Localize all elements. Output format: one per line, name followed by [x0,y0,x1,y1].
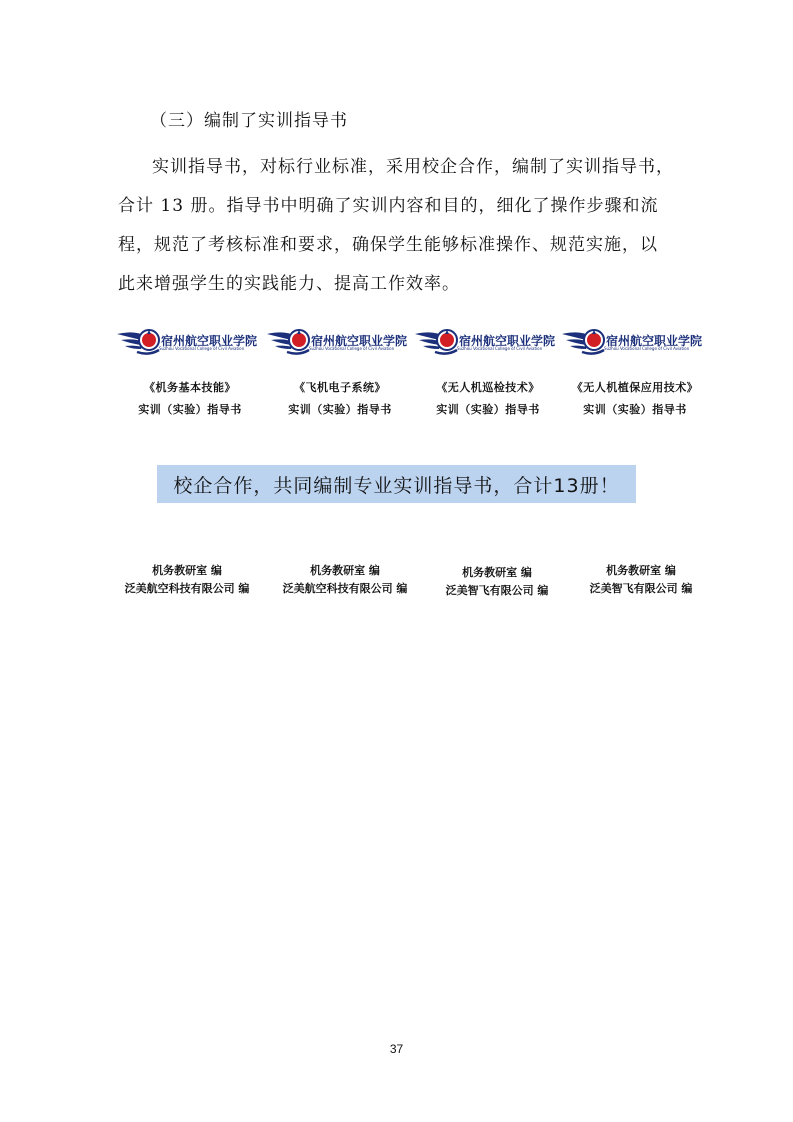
book-subtitle: 实训（实验）指导书 [583,403,687,416]
section-heading: （三）编制了实训指导书 [150,111,348,131]
editor-credit-1 [107,562,267,598]
college-subtitle: Suzhou Vocational College of Civil Aviation [159,346,245,351]
college-name: 宿州航空职业学院 [605,333,702,348]
editor-line: 泛美智飞有限公司 编 [445,584,549,597]
college-subtitle: Suzhou Vocational College of Civil Aviation [309,346,395,351]
book-subtitle: 实训（实验）指导书 [436,403,540,416]
editor-line: 机务教研室 编 [310,564,380,577]
book-subtitle: 实训（实验）指导书 [138,403,242,416]
book-cover-3 [413,322,563,417]
college-name: 宿州航空职业学院 [160,333,257,348]
paragraph-line: 程，规范了考核标准和要求，确保学生能够标准操作、规范实施，以 [118,235,658,255]
book-title: 《无人机巡检技术》 [436,381,540,394]
paragraph-line: 实训指导书，对标行业标准，采用校企合作，编制了实训指导书， [152,157,674,177]
paragraph-line: 此来增强学生的实践能力、提高工作效率。 [118,274,460,294]
editor-line: 机务教研室 编 [152,564,222,577]
book-cover-2 [265,322,415,417]
college-logo [413,322,563,358]
college-subtitle: Suzhou Vocational College of Civil Aviation [457,346,543,351]
highlight-banner: 校企合作，共同编制专业实训指导书，合计13册！ [157,465,636,503]
page-number: 37 [389,1042,404,1056]
editor-line: 机务教研室 编 [462,566,532,579]
editor-credit-3 [417,564,577,600]
college-name: 宿州航空职业学院 [458,333,555,348]
book-cover-1 [115,322,265,417]
editor-line: 泛美智飞有限公司 编 [589,582,693,595]
college-subtitle: Suzhou Vocational College of Civil Aviation [604,346,690,351]
college-logo [265,322,415,358]
book-subtitle: 实训（实验）指导书 [288,403,392,416]
book-title: 《机务基本技能》 [144,381,236,394]
book-cover-4 [560,322,710,417]
college-logo [560,322,710,358]
college-name: 宿州航空职业学院 [310,333,407,348]
book-title: 《无人机植保应用技术》 [571,381,699,394]
body-paragraph [118,148,678,304]
editor-line: 泛美航空科技有限公司 编 [282,582,408,595]
editor-credit-2 [265,562,425,598]
book-title: 《飞机电子系统》 [294,381,386,394]
college-logo [115,322,265,358]
editor-credit-4 [561,562,721,598]
editor-line: 机务教研室 编 [606,564,676,577]
paragraph-line: 合计 13 册。指导书中明确了实训内容和目的，细化了操作步骤和流 [118,196,659,216]
editor-line: 泛美航空科技有限公司 编 [124,582,250,595]
